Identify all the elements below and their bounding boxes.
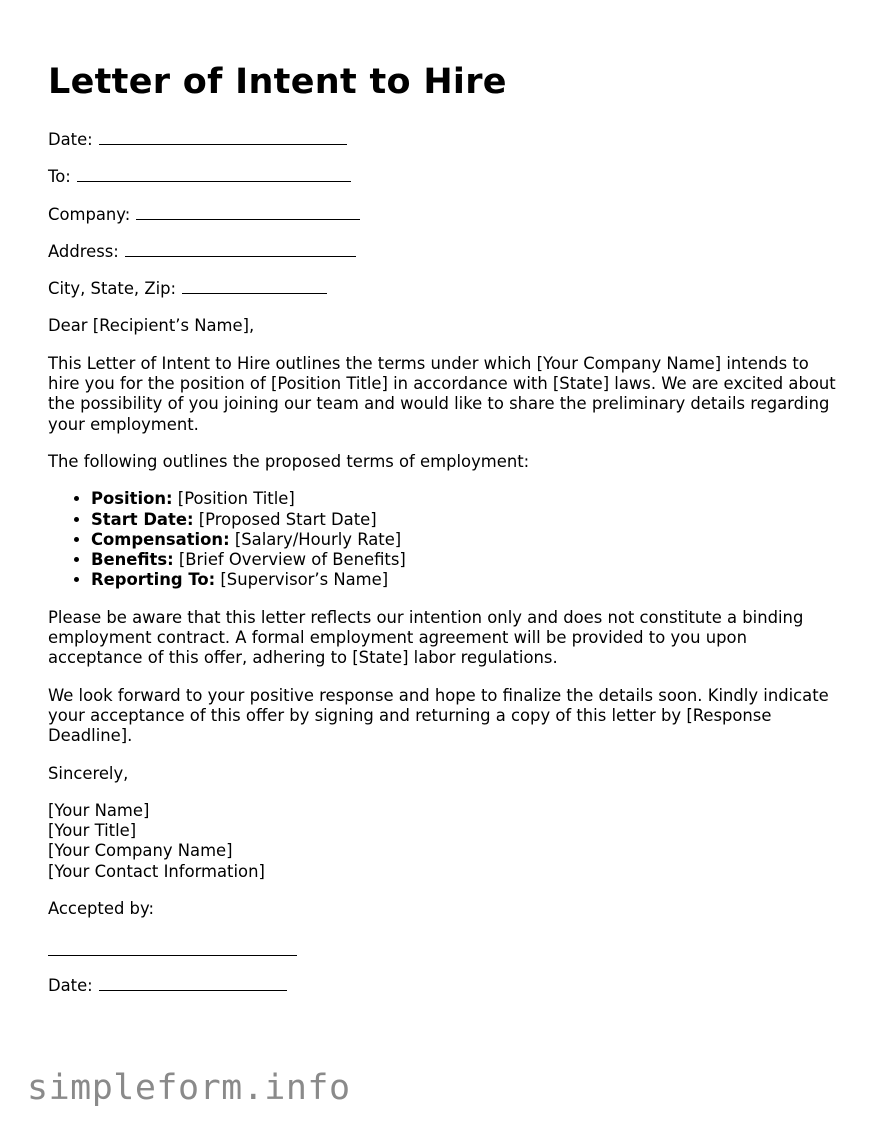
to-blank[interactable] bbox=[77, 167, 351, 182]
term-label: Compensation: bbox=[91, 529, 230, 549]
disclaimer-paragraph: Please be aware that this letter reflects our intention only and does not constitute a binding employment contract. A formal employment agreement will be provided to you upon acceptance of this offer, adhering to [State] labor regulations. bbox=[48, 607, 804, 668]
closing-paragraph: We look forward to your positive response and hope to finalize the details soon. Kindly indicate your acceptance of this offer by signing and returning a copy of this letter by [Response Deadline]. bbox=[48, 685, 829, 746]
terms-intro: The following outlines the proposed terms of employment: bbox=[48, 451, 530, 471]
term-value: [Supervisor’s Name] bbox=[215, 570, 389, 590]
city-state-zip-field bbox=[48, 279, 838, 299]
term-label: Reporting To: bbox=[91, 570, 216, 590]
city-state-zip-label: City, State, Zip: bbox=[48, 279, 177, 299]
address-label: Address: bbox=[48, 241, 119, 261]
letter-page bbox=[48, 60, 838, 1014]
term-value: [Proposed Start Date] bbox=[193, 509, 377, 529]
intro-paragraph: This Letter of Intent to Hire outlines the terms under which [Your Company Name] intends to hire you for the position of [Position Title] in accordance with [State] laws. We are excited about the possibility of you joining our team and would like to share the preliminary details regarding your employment. bbox=[48, 353, 836, 434]
term-label: Start Date: bbox=[91, 509, 194, 529]
accepted-by-label: Accepted by: bbox=[48, 899, 154, 919]
list-item bbox=[91, 550, 838, 570]
sender-block bbox=[48, 801, 838, 882]
date-label: Date: bbox=[48, 130, 93, 149]
date-field bbox=[48, 130, 838, 150]
term-label: Benefits: bbox=[91, 550, 174, 570]
address-field bbox=[48, 242, 838, 262]
to-label: To: bbox=[48, 167, 71, 187]
list-item bbox=[91, 570, 838, 590]
list-item bbox=[91, 530, 838, 550]
sender-company: [Your Company Name] bbox=[48, 841, 233, 861]
accept-date-blank[interactable] bbox=[99, 976, 287, 991]
address-blank[interactable] bbox=[125, 242, 356, 257]
sender-contact: [Your Contact Information] bbox=[48, 861, 265, 881]
company-field bbox=[48, 205, 838, 225]
accept-date-field bbox=[48, 976, 838, 996]
page-title: Letter of Intent to Hire bbox=[48, 62, 507, 102]
sender-name: [Your Name] bbox=[48, 800, 150, 820]
signature-line[interactable] bbox=[48, 955, 297, 956]
sign-off: Sincerely, bbox=[48, 763, 129, 783]
term-value: [Brief Overview of Benefits] bbox=[173, 550, 406, 570]
accept-date-label: Date: bbox=[48, 976, 93, 996]
sender-title: [Your Title] bbox=[48, 821, 137, 841]
term-value: [Position Title] bbox=[172, 489, 295, 509]
term-label: Position: bbox=[91, 489, 173, 509]
date-blank[interactable] bbox=[99, 130, 347, 145]
to-field bbox=[48, 167, 838, 187]
list-item bbox=[91, 489, 838, 509]
company-blank[interactable] bbox=[136, 205, 360, 220]
salutation: Dear [Recipient’s Name], bbox=[48, 316, 255, 336]
watermark-text: simpleform.info bbox=[27, 1068, 351, 1108]
list-item bbox=[91, 510, 838, 530]
term-value: [Salary/Hourly Rate] bbox=[229, 529, 402, 549]
terms-list bbox=[48, 489, 838, 590]
city-state-zip-blank[interactable] bbox=[182, 279, 327, 294]
company-label: Company: bbox=[48, 204, 131, 224]
